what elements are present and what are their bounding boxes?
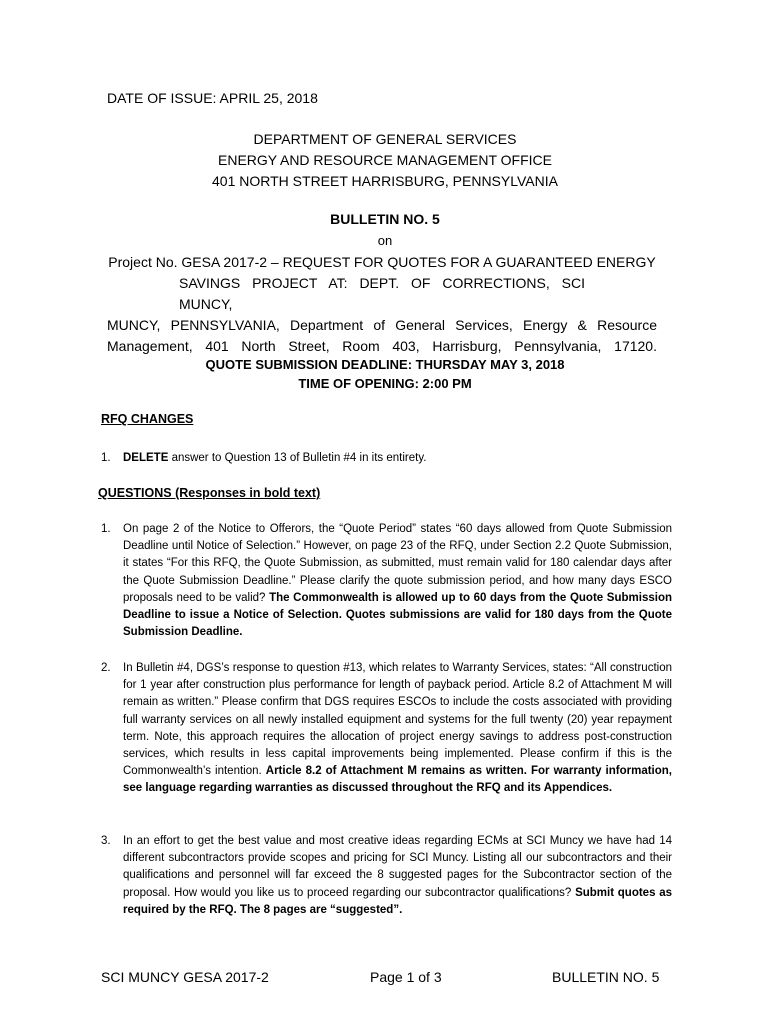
footer-left: SCI MUNCY GESA 2017-2: [101, 969, 269, 985]
change-action: DELETE: [123, 452, 169, 464]
question-text: On page 2 of the Notice to Offerors, the “Quote Period” states “60 days allowed from Quote Submission Deadline until Notice of Selection.” However, on page 23 of the RFQ, under Section 2.2 Quote Submission, it states “For this RFQ, the Quote Submission, as submitted, must remain valid for 180 calendar days after the Quote Submission Deadline.” Please clarify the quote submission period, and how many days ESCO proposals need to be valid?: [123, 523, 672, 604]
questions-heading: QUESTIONS (Responses in bold text): [98, 486, 321, 500]
item-number: 3.: [101, 835, 111, 847]
submission-deadline: QUOTE SUBMISSION DEADLINE: THURSDAY MAY 3, 2018: [205, 357, 565, 372]
item-number: 1.: [101, 452, 111, 464]
question-item-3: [101, 833, 672, 919]
on-label: on: [377, 233, 393, 248]
footer-right: BULLETIN NO. 5: [552, 969, 660, 985]
rfq-changes-heading: RFQ CHANGES: [101, 412, 194, 426]
item-number: 1.: [101, 523, 111, 535]
answer-text: The Commonwealth is allowed up to 60 days from the Quote Submission Deadline to issue a Notice of Selection. Quotes submissions are valid for 180 days from the Quote Submission Deadline.: [123, 591, 672, 639]
bulletin-title: BULLETIN NO. 5: [330, 211, 440, 227]
project-line-4: Management, 401 North Street, Room 403, Harrisburg, Pennsylvania, 17120.: [107, 338, 657, 354]
change-text: answer to Question 13 of Bulletin #4 in its entirety.: [168, 452, 427, 464]
project-line-1: Project No. GESA 2017-2 – REQUEST FOR QUOTES FOR A GUARANTEED ENERGY: [108, 254, 656, 270]
project-line-3: MUNCY, PENNSYLVANIA, Department of General Services, Energy & Resource: [107, 317, 657, 333]
item-number: 2.: [101, 662, 111, 674]
office-name: ENERGY AND RESOURCE MANAGEMENT OFFICE: [218, 152, 552, 168]
answer-text: Article 8.2 of Attachment M remains as written. For warranty information, see language regarding warranties as discussed throughout the RFQ and its Appendices.: [123, 765, 672, 795]
office-address: 401 NORTH STREET HARRISBURG, PENNSYLVANIA: [212, 173, 558, 189]
project-line-2: SAVINGS PROJECT AT: DEPT. OF CORRECTIONS, SCI MUNCY,: [179, 275, 585, 312]
question-text: In an effort to get the best value and most creative ideas regarding ECMs at SCI Muncy we have had 14 different subcontractors provide scopes and pricing for SCI Muncy. Listing all our subcontractors and their qualifications and personnel will far exceed the 8 suggested pages for the Subcontractor section of the proposal. How would you like us to proceed regarding our subcontractor qualifications?: [123, 835, 672, 899]
department-name: DEPARTMENT OF GENERAL SERVICES: [253, 131, 517, 147]
deadline-block: [0, 355, 770, 393]
footer-page-number: Page 1 of 3: [370, 969, 442, 985]
date-of-issue: DATE OF ISSUE: APRIL 25, 2018: [107, 90, 318, 106]
question-item-1: [101, 521, 672, 641]
question-text: In Bulletin #4, DGS’s response to question #13, which relates to Warranty Services, states: “All construction for 1 year after construction plus performance for length of payback period. Article 8.2 of Attachment M will remain as written.” Please confirm that DGS requires ESCOs to include the costs associated with providing full warranty services on all newly installed equipment and systems for the full twenty (20) year repayment term. Note, this approach requires the allocation of project energy savings to address post-construction services, which results in less capital improvements being implemented. Please confirm if this is the Commonwealth’s intention.: [123, 662, 672, 778]
answer-text: Submit quotes as required by the RFQ. The 8 pages are “suggested”.: [123, 886, 672, 916]
project-description: [107, 252, 657, 357]
rfq-change-item: [101, 450, 672, 467]
question-item-2: [101, 660, 672, 798]
opening-time: TIME OF OPENING: 2:00 PM: [298, 376, 472, 391]
